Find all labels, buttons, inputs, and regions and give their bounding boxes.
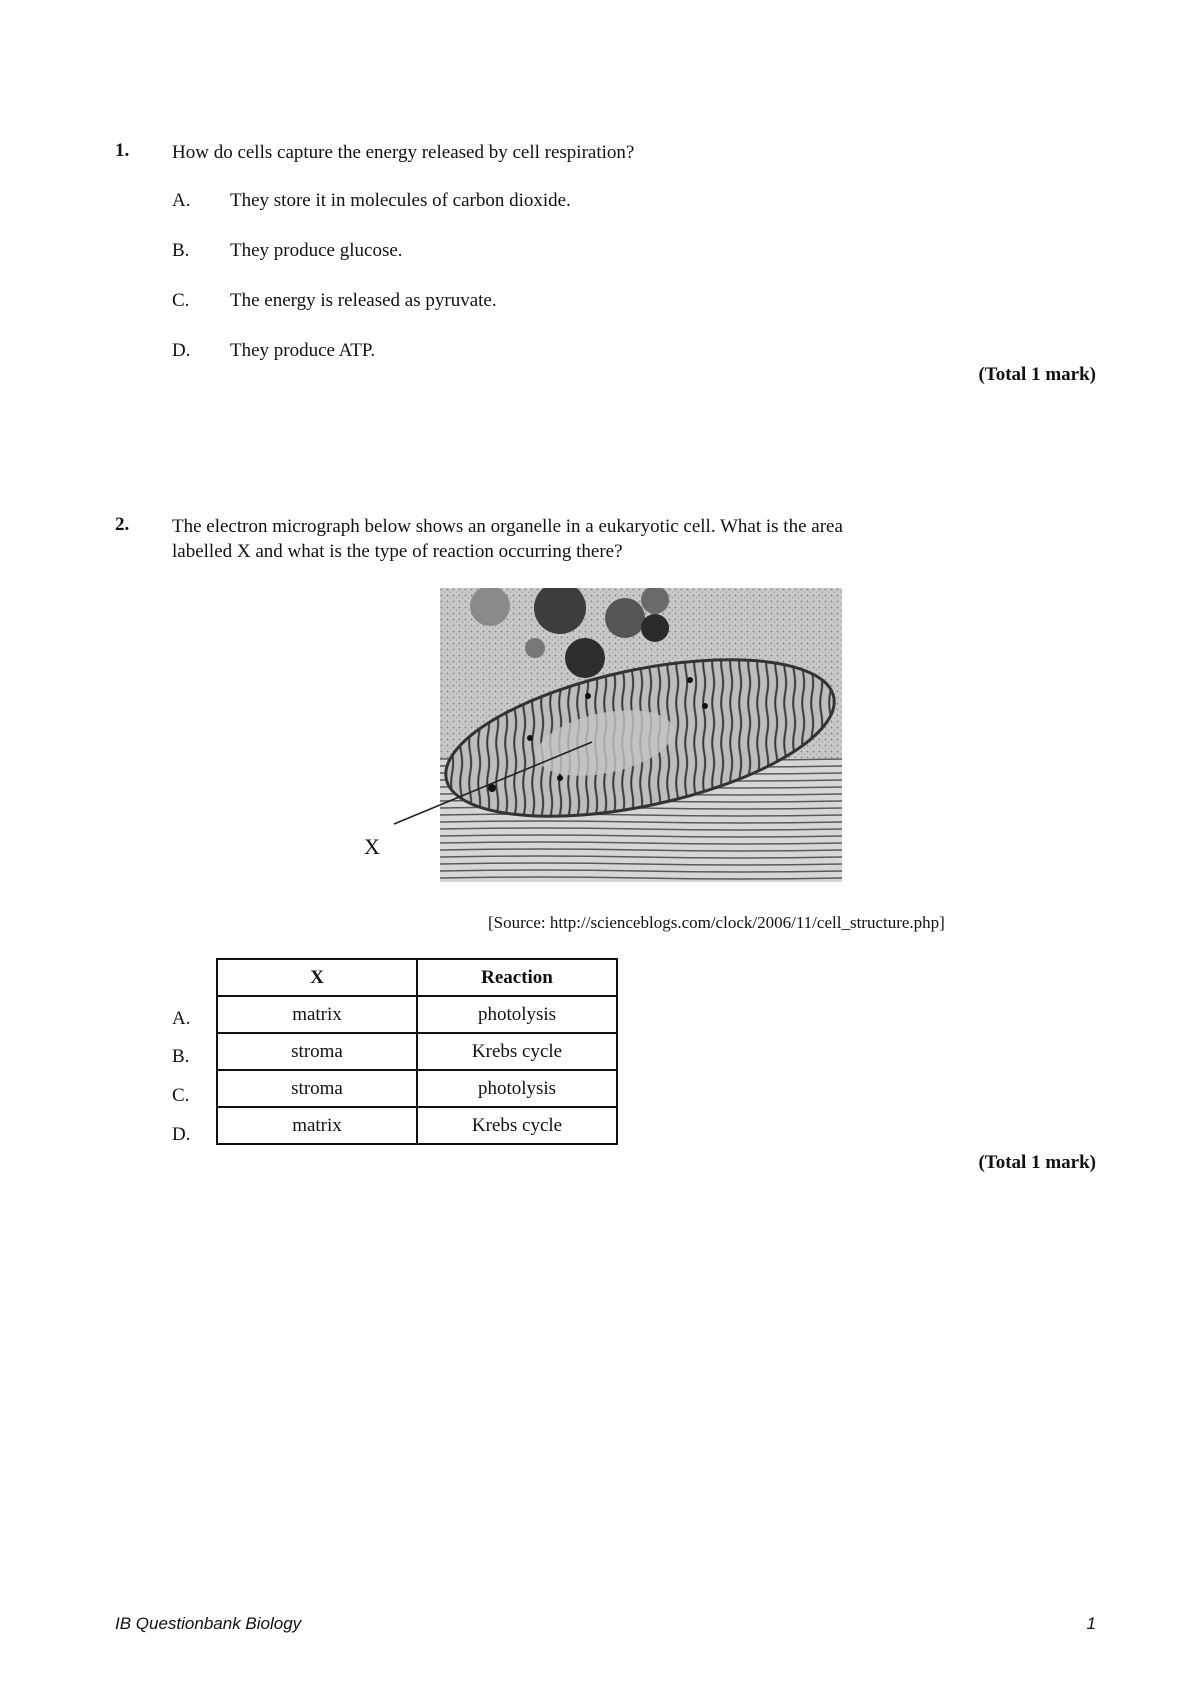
table-header-x: X: [217, 959, 417, 996]
table-cell-x: matrix: [217, 1107, 417, 1144]
table-row: [217, 1107, 617, 1144]
q2-row-d-letter: D.: [172, 1124, 191, 1145]
label-x-leader-line: [380, 740, 600, 840]
table-cell-reaction: Krebs cycle: [417, 1033, 617, 1070]
footer-title: IB Questionbank Biology: [115, 1614, 302, 1633]
question-1-text: How do cells capture the energy released by cell respiration?: [172, 142, 635, 163]
question-2-text-line1: The electron micrograph below shows an organelle in a eukaryotic cell. What is the area: [172, 516, 843, 537]
q1-option-d-letter: D.: [172, 340, 191, 361]
figure-label-x: X: [364, 834, 380, 859]
q2-row-b-letter: B.: [172, 1046, 190, 1067]
table-header-row: [217, 959, 617, 996]
question-1-number: 1.: [115, 140, 130, 161]
q1-option-d-text: They produce ATP.: [230, 340, 376, 361]
table-cell-reaction: Krebs cycle: [417, 1107, 617, 1144]
q1-option-a-text: They store it in molecules of carbon dioxide.: [230, 190, 571, 211]
page-number: 1: [1086, 1614, 1096, 1633]
q1-total-mark: (Total 1 mark): [978, 364, 1096, 385]
q1-option-c-letter: C.: [172, 290, 190, 311]
table-cell-reaction: photolysis: [417, 1070, 617, 1107]
table-cell-x: stroma: [217, 1033, 417, 1070]
table-row: [217, 1070, 617, 1107]
table-cell-x: stroma: [217, 1070, 417, 1107]
table-row: [217, 996, 617, 1033]
q1-option-b-letter: B.: [172, 240, 190, 261]
q1-option-b-text: They produce glucose.: [230, 240, 403, 261]
figure-source: [Source: http://scienceblogs.com/clock/2006/11/cell_structure.php]: [488, 913, 945, 932]
q2-total-mark: (Total 1 mark): [978, 1152, 1096, 1173]
q1-option-c-text: The energy is released as pyruvate.: [230, 290, 497, 311]
answer-table: [216, 958, 618, 1145]
table-cell-reaction: photolysis: [417, 996, 617, 1033]
question-2-number: 2.: [115, 514, 130, 535]
q2-row-c-letter: C.: [172, 1085, 190, 1106]
q2-row-a-letter: A.: [172, 1008, 191, 1029]
table-header-reaction: Reaction: [417, 959, 617, 996]
q1-option-a-letter: A.: [172, 190, 191, 211]
table-row: [217, 1033, 617, 1070]
question-2-text-line2: labelled X and what is the type of reaction occurring there?: [172, 541, 623, 562]
table-cell-x: matrix: [217, 996, 417, 1033]
